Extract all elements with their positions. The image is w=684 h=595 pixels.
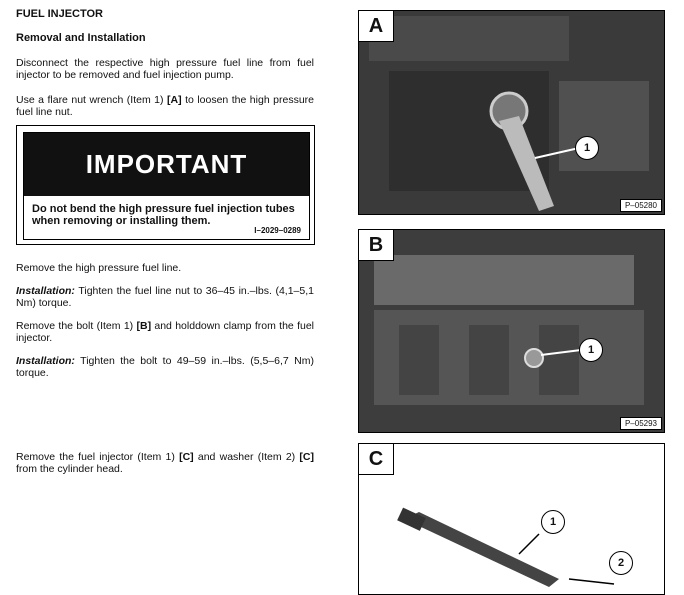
para6-text: Tighten the bolt to 49–59 in.–lbs. (5,5–6,7 Nm) torque. [16,355,314,379]
figure-ref-b: [B] [136,320,152,332]
figure-ref-c2: [C] [299,451,314,463]
figure-b-photo [359,230,664,432]
subtitle: Removal and Installation [16,32,146,44]
installation-label-2: Installation: [16,355,75,367]
figure-b [358,229,665,433]
paragraph-remove-injector [16,451,314,475]
figure-b-callout-1: 1 [579,338,603,362]
para2-prefix: Use a flare nut wrench (Item 1) [16,94,168,106]
important-heading: IMPORTANT [24,133,309,196]
para7-prefix: Remove the fuel injector (Item 1) [16,451,180,463]
para2-suffix: to loosen the high pressure fuel line nut. [16,94,314,118]
para7-suffix: from the cylinder head. [16,463,123,475]
para5-suffix: and holddown clamp from the fuel injector. [16,320,314,344]
para7-mid: and washer (Item 2) [193,451,300,463]
important-notice [16,125,315,245]
figure-a-photo [359,11,664,214]
paragraph-install-bolt [16,355,314,379]
para5-prefix: Remove the bolt (Item 1) [16,320,137,332]
section-title: FUEL INJECTOR [16,8,103,20]
installation-label-1: Installation: [16,285,75,297]
figure-a-label: A [359,11,394,42]
para4-text: Tighten the fuel line nut to 36–45 in.–lbs. (4,1–5,1 Nm) torque. [16,285,314,309]
paragraph-disconnect: Disconnect the respective high pressure fuel line from fuel injector to be removed and fuel injection pump. [16,57,314,81]
figure-c-callout-2: 2 [609,551,633,575]
figure-a-code: P–05280 [620,199,662,212]
figure-c-label: C [359,444,394,475]
paragraph-install-line [16,285,314,309]
important-code: I–2029–0289 [254,226,301,235]
paragraph-flare-wrench [16,94,314,118]
figure-ref-a: [A] [167,94,182,106]
figure-b-code: P–05293 [620,417,662,430]
paragraph-remove-line: Remove the high pressure fuel line. [16,262,182,274]
figure-a [358,10,665,215]
figure-c [358,443,665,595]
figure-b-label: B [359,230,394,261]
paragraph-remove-bolt [16,320,314,344]
important-text: Do not bend the high pressure fuel injection tubes when removing or installing them. [32,203,295,227]
figure-ref-c1: [C] [179,451,194,463]
figure-c-callout-1: 1 [541,510,565,534]
figure-a-callout-1: 1 [575,136,599,160]
